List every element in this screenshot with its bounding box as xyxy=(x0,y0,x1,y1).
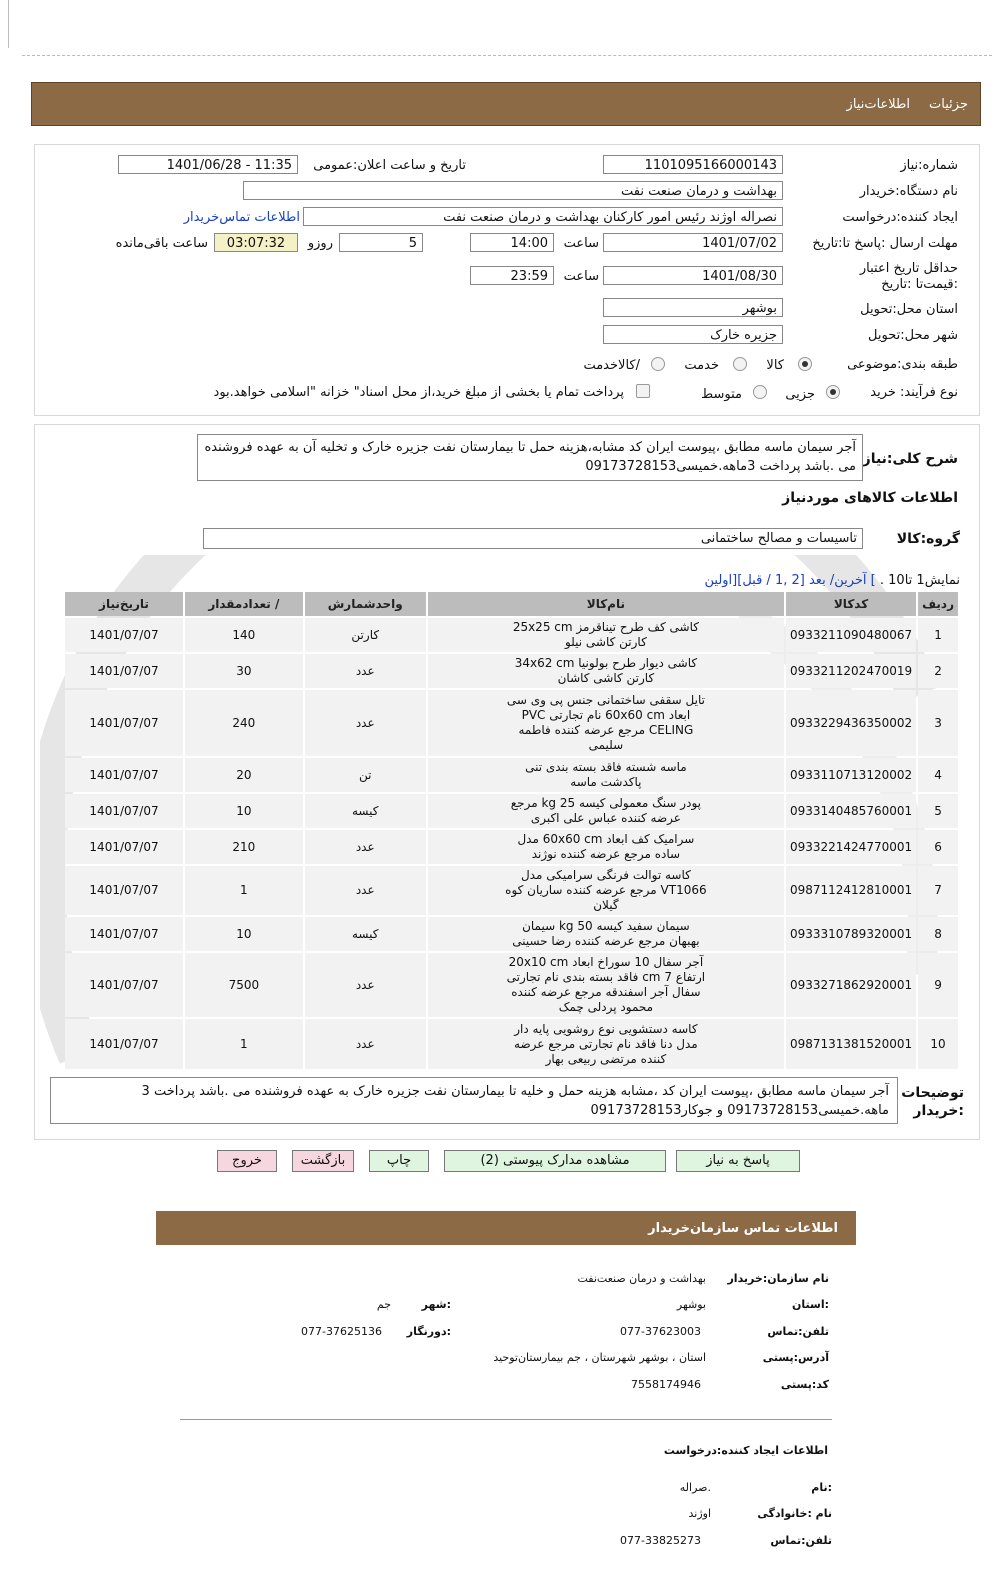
need-number-label: شماره:نیاز xyxy=(900,158,958,173)
cell-qty: 20 xyxy=(185,758,303,792)
cell-name-text: کاسه دستشویی نوع روشویی پایه دار مدل دنا فاقد نام تجارتی مرجع عرضه کننده مرتضی ربیعی بهار xyxy=(514,1021,698,1066)
cell-date: 1401/07/07 xyxy=(65,654,183,688)
cell-unit: عدد xyxy=(305,1019,426,1069)
province-label: استان محل:تحویل xyxy=(860,302,958,317)
cell-qty: 210 xyxy=(185,830,303,864)
cell-date: 1401/07/07 xyxy=(65,830,183,864)
cell-date: 1401/07/07 xyxy=(65,1019,183,1069)
goods-title: اطلاعات کالاهای مورد‌نیاز xyxy=(782,490,958,506)
cell-name-text: کاشی دیوار طرح بولونیا 34x62 cm کارتن کاشی کاشان xyxy=(514,656,698,685)
announce-field: 1401/06/28 - 11:35 xyxy=(118,155,298,174)
deadline-time-label: ساعت xyxy=(563,236,599,251)
cell-unit: عدد xyxy=(305,830,426,864)
remaining-time-field: 03:07:32 xyxy=(214,233,298,252)
cell-date: 1401/07/07 xyxy=(65,917,183,951)
cell-code: 0933110713120002 xyxy=(786,758,916,792)
validity-time-field: 23:59 xyxy=(470,266,554,285)
treasury-payment-label: پرداخت تمام یا بخشی از مبلغ خرید،از محل اسناد" خزانه "اسلامی خواهد.بود xyxy=(213,385,624,400)
col-row: ردیف xyxy=(918,592,958,616)
cell-code: 0987131381520001 xyxy=(786,1019,916,1069)
cell-unit: کیسه xyxy=(305,917,426,951)
cell-name-text: کاشی کف طرح تیناقرمز 25x25 cm کارتن کاشی نیلو xyxy=(512,620,699,649)
cell-name xyxy=(428,830,784,864)
buyer-org-field: بهداشت و درمان صنعت نفت xyxy=(243,181,783,200)
cell-name-text: آجر سفال 10 سوراخ ابعاد 20x10 cm ارتفاع 7 cm فاقد بسته بندی نام تجارتی سفال آجر اسفندقه مرجع عرضه کننده محمود پردلی چمک xyxy=(506,955,706,1014)
cell-name-text: تایل سقفی ساختمانی جنس پی وی سی ابعاد 60x60 cm نام تجارتی PVC CELING مرجع عرضه کننده فاطمه سلیمی xyxy=(506,693,705,752)
pagination-links[interactable]: ] آخرین/ بعد [2 ,1 / قبل][اولین xyxy=(704,573,880,588)
process-small-label: جزیی xyxy=(785,387,815,402)
category-goods-radio[interactable] xyxy=(798,357,812,371)
contact-phone-label: تلفن:تماس xyxy=(767,1325,829,1338)
cell-name xyxy=(428,794,784,828)
contact-address-value: استان ، بوشهر شهرستان ، جم بیمارستان‌توحید xyxy=(493,1351,706,1364)
contact-fax-label: :دورنگار xyxy=(406,1325,451,1338)
cell-row: 4 xyxy=(918,758,958,792)
page-header xyxy=(31,82,981,126)
table-row xyxy=(65,654,958,688)
col-unit: واحدشمارش xyxy=(305,592,426,616)
table-row xyxy=(65,758,958,792)
validity-time-label: ساعت xyxy=(563,269,599,284)
buyer-notes-text: آجر سیمان ماسه مطابق ،پیوست ایران کد ،مشابه هزینه حمل و خلیه تا بیمارستان نفت جزیره خارک به عهده فروشنده می .باشد پرداخت 3 ماهه.خمیسی09173728153 و جوکار09173728153 xyxy=(50,1077,898,1124)
contact-postal-value: 7558174946 xyxy=(631,1378,701,1391)
cell-name-text: کاسه توالت فرنگی سرامیکی مدل VT1066 مرجع عرضه کننده ساریان کوه گیلان xyxy=(505,868,707,912)
process-small-radio[interactable] xyxy=(826,385,840,399)
cell-code: 0933271862920001 xyxy=(786,953,916,1017)
cell-row: 9 xyxy=(918,953,958,1017)
creator-phone-label: تلفن:تماس xyxy=(770,1534,832,1547)
reply-button[interactable]: پاسخ به نیاز xyxy=(676,1150,800,1172)
creator-name-label: :نام xyxy=(811,1481,832,1494)
pagination xyxy=(705,573,961,588)
cell-row: 5 xyxy=(918,794,958,828)
tab-details[interactable]: جزئیات xyxy=(929,97,968,112)
cell-unit: عدد xyxy=(305,953,426,1017)
cell-name-text: سیمان سفید کیسه 50 kg سیمان بهبهان مرجع عرضه کننده رضا حسینی xyxy=(512,919,700,948)
days-field: 5 xyxy=(339,233,423,252)
goods-group-label: گروه:کالا xyxy=(896,531,960,547)
table-row xyxy=(65,866,958,915)
cell-code: 0933229436350002 xyxy=(786,690,916,756)
table-row xyxy=(65,618,958,652)
cell-name xyxy=(428,1019,784,1069)
category-label: طبقه بندی:موضوعی xyxy=(847,357,958,372)
category-service-radio[interactable] xyxy=(733,357,747,371)
cell-row: 6 xyxy=(918,830,958,864)
buyer-org-label: نام دستگاه:خریدار xyxy=(859,184,958,199)
cell-row: 1 xyxy=(918,618,958,652)
cell-name xyxy=(428,917,784,951)
table-row xyxy=(65,917,958,951)
cell-name xyxy=(428,866,784,915)
creator-phone-value: 077-33825273 xyxy=(620,1534,701,1547)
cell-unit: عدد xyxy=(305,654,426,688)
org-label: نام سازمان:خریدار xyxy=(727,1272,829,1285)
cell-date: 1401/07/07 xyxy=(65,866,183,915)
goods-table xyxy=(63,590,960,1071)
contact-address-label: آدرس:پستی xyxy=(762,1351,829,1364)
contact-title: اطلاعات تماس سازمان‌خریدار xyxy=(648,1221,838,1236)
col-name: نام‌کالا xyxy=(428,592,784,616)
cell-name xyxy=(428,654,784,688)
pagination-summary: نمایش1 تا10 . xyxy=(879,573,960,588)
print-button[interactable]: چاپ xyxy=(369,1150,429,1172)
cell-qty: 1 xyxy=(185,866,303,915)
deadline-time-field: 14:00 xyxy=(470,233,554,252)
cell-name xyxy=(428,953,784,1017)
creator-field: نصراله اوژند رئیس امور کارکنان بهداشت و درمان صنعت نفت xyxy=(303,207,783,226)
deadline-label: مهلت ارسال :پاسخ تا:تاریخ xyxy=(812,236,958,251)
cell-date: 1401/07/07 xyxy=(65,758,183,792)
cell-row: 10 xyxy=(918,1019,958,1069)
days-label: روزو xyxy=(307,236,333,251)
contact-fax-value: 077-37625136 xyxy=(301,1325,382,1338)
process-label: نوع فرآیند: خرید xyxy=(870,385,958,400)
contact-postal-label: کد:پستی xyxy=(780,1378,829,1391)
back-button[interactable]: بازگشت xyxy=(292,1150,354,1172)
cell-name-text: ماسه شسته فاقد بسته بندی تنی پاکدشت ماسه xyxy=(525,760,687,789)
announce-label: تاریخ و ساعت اعلان:عمومی xyxy=(313,158,466,173)
creator-info-title: اطلاعات ایجاد کننده:درخواست xyxy=(663,1444,828,1457)
cell-name xyxy=(428,690,784,756)
col-code: کدکالا xyxy=(786,592,916,616)
city-field: جزیره خارک xyxy=(603,325,783,344)
cell-unit: کیسه xyxy=(305,794,426,828)
cell-row: 8 xyxy=(918,917,958,951)
validity-label: حداقل تاریخ اعتبار :قیمت‌تا :تاریخ xyxy=(859,261,958,292)
cell-code: 0933140485760001 xyxy=(786,794,916,828)
table-row xyxy=(65,794,958,828)
exit-button[interactable]: خروج xyxy=(217,1150,277,1172)
contact-city-value: جم xyxy=(376,1298,391,1311)
cell-code: 0933310789320001 xyxy=(786,917,916,951)
deadline-date-field: 1401/07/02 xyxy=(603,233,783,252)
category-both-label: /کالاخدمت xyxy=(583,358,640,373)
contact-phone-value: 077-37623003 xyxy=(620,1325,701,1338)
cell-unit: عدد xyxy=(305,866,426,915)
cell-qty: 240 xyxy=(185,690,303,756)
tab-need-info[interactable]: اطلاعات‌نیاز xyxy=(846,97,910,112)
cell-date: 1401/07/07 xyxy=(65,794,183,828)
cell-qty: 140 xyxy=(185,618,303,652)
col-qty: / تعدادمقدار xyxy=(185,592,303,616)
cell-name xyxy=(428,758,784,792)
buyer-notes-label: توضیحات :خریدار xyxy=(901,1085,964,1119)
goods-group-field: تاسیسات و مصالح ساختمانی xyxy=(203,528,863,549)
cell-date: 1401/07/07 xyxy=(65,953,183,1017)
cell-row: 2 xyxy=(918,654,958,688)
cell-row: 3 xyxy=(918,690,958,756)
cell-date: 1401/07/07 xyxy=(65,618,183,652)
cell-code: 0933211090480067 xyxy=(786,618,916,652)
cell-unit: تن xyxy=(305,758,426,792)
category-service-label: خدمت xyxy=(684,358,719,373)
org-value: بهداشت و درمان صنعت‌نفت xyxy=(577,1272,706,1285)
process-medium-label: متوسط xyxy=(701,387,742,402)
table-row xyxy=(65,1019,958,1069)
cell-date: 1401/07/07 xyxy=(65,690,183,756)
page-left-border xyxy=(8,0,9,48)
table-row xyxy=(65,690,958,756)
cell-qty: 1 xyxy=(185,1019,303,1069)
cell-row: 7 xyxy=(918,866,958,915)
cell-qty: 30 xyxy=(185,654,303,688)
cell-name-text: سرامیک کف ابعاد 60x60 cm مدل ساده مرجع عرضه کننده نوژند xyxy=(517,832,695,861)
city-label: شهر محل:تحویل xyxy=(868,328,958,343)
cell-name xyxy=(428,618,784,652)
contact-province-label: :استان xyxy=(792,1298,829,1311)
validity-date-field: 1401/08/30 xyxy=(603,266,783,285)
view-attachments-button[interactable]: مشاهده مدارک پیوستی (2) xyxy=(444,1150,666,1172)
creator-name-value: .صراله xyxy=(679,1481,711,1494)
category-goods-label: کالا xyxy=(766,358,784,373)
process-medium-radio[interactable] xyxy=(753,385,767,399)
need-number-field: 1101095166000143 xyxy=(603,155,783,174)
col-date: تاریخ‌نیاز xyxy=(65,592,183,616)
cell-qty: 10 xyxy=(185,917,303,951)
contact-divider xyxy=(180,1419,832,1420)
cell-qty: 7500 xyxy=(185,953,303,1017)
cell-code: 0933211202470019 xyxy=(786,654,916,688)
summary-text: آجر سیمان ماسه مطابق ،پیوست ایران کد مشابه،هزینه حمل تا بیمارستان نفت جزیره خارک و تخلیه آن به عهده فروشنده می .باشد پرداخت 3ماهه.خمیسی09173728153 xyxy=(197,434,863,481)
category-both-radio[interactable] xyxy=(651,357,665,371)
cell-code: 0933221424770001 xyxy=(786,830,916,864)
cell-code: 0987112412810001 xyxy=(786,866,916,915)
summary-label: شرح کلی:نیاز xyxy=(862,451,958,467)
creator-label: ایجاد کننده:درخواست xyxy=(842,210,958,225)
contact-header xyxy=(156,1211,856,1245)
contact-city-label: :شهر xyxy=(421,1298,451,1311)
treasury-payment-checkbox[interactable] xyxy=(636,384,650,398)
cell-qty: 10 xyxy=(185,794,303,828)
creator-family-label: نام :خانوادگی xyxy=(757,1507,832,1520)
cell-unit: عدد xyxy=(305,690,426,756)
remaining-label: ساعت باقی‌مانده xyxy=(115,236,208,251)
cell-unit: کارتن xyxy=(305,618,426,652)
buyer-contact-link[interactable]: اطلاعات تماس‌خریدار xyxy=(183,210,300,225)
province-field: بوشهر xyxy=(603,298,783,317)
cell-name-text: پودر سنگ معمولی کیسه 25 kg مرجع عرضه کننده عباس علی اکبری xyxy=(510,796,701,825)
table-row xyxy=(65,953,958,1017)
contact-province-value: بوشهر xyxy=(676,1298,706,1311)
table-header-row xyxy=(65,592,958,616)
top-divider xyxy=(22,55,992,56)
creator-family-value: اوژند xyxy=(688,1507,711,1520)
table-row xyxy=(65,830,958,864)
